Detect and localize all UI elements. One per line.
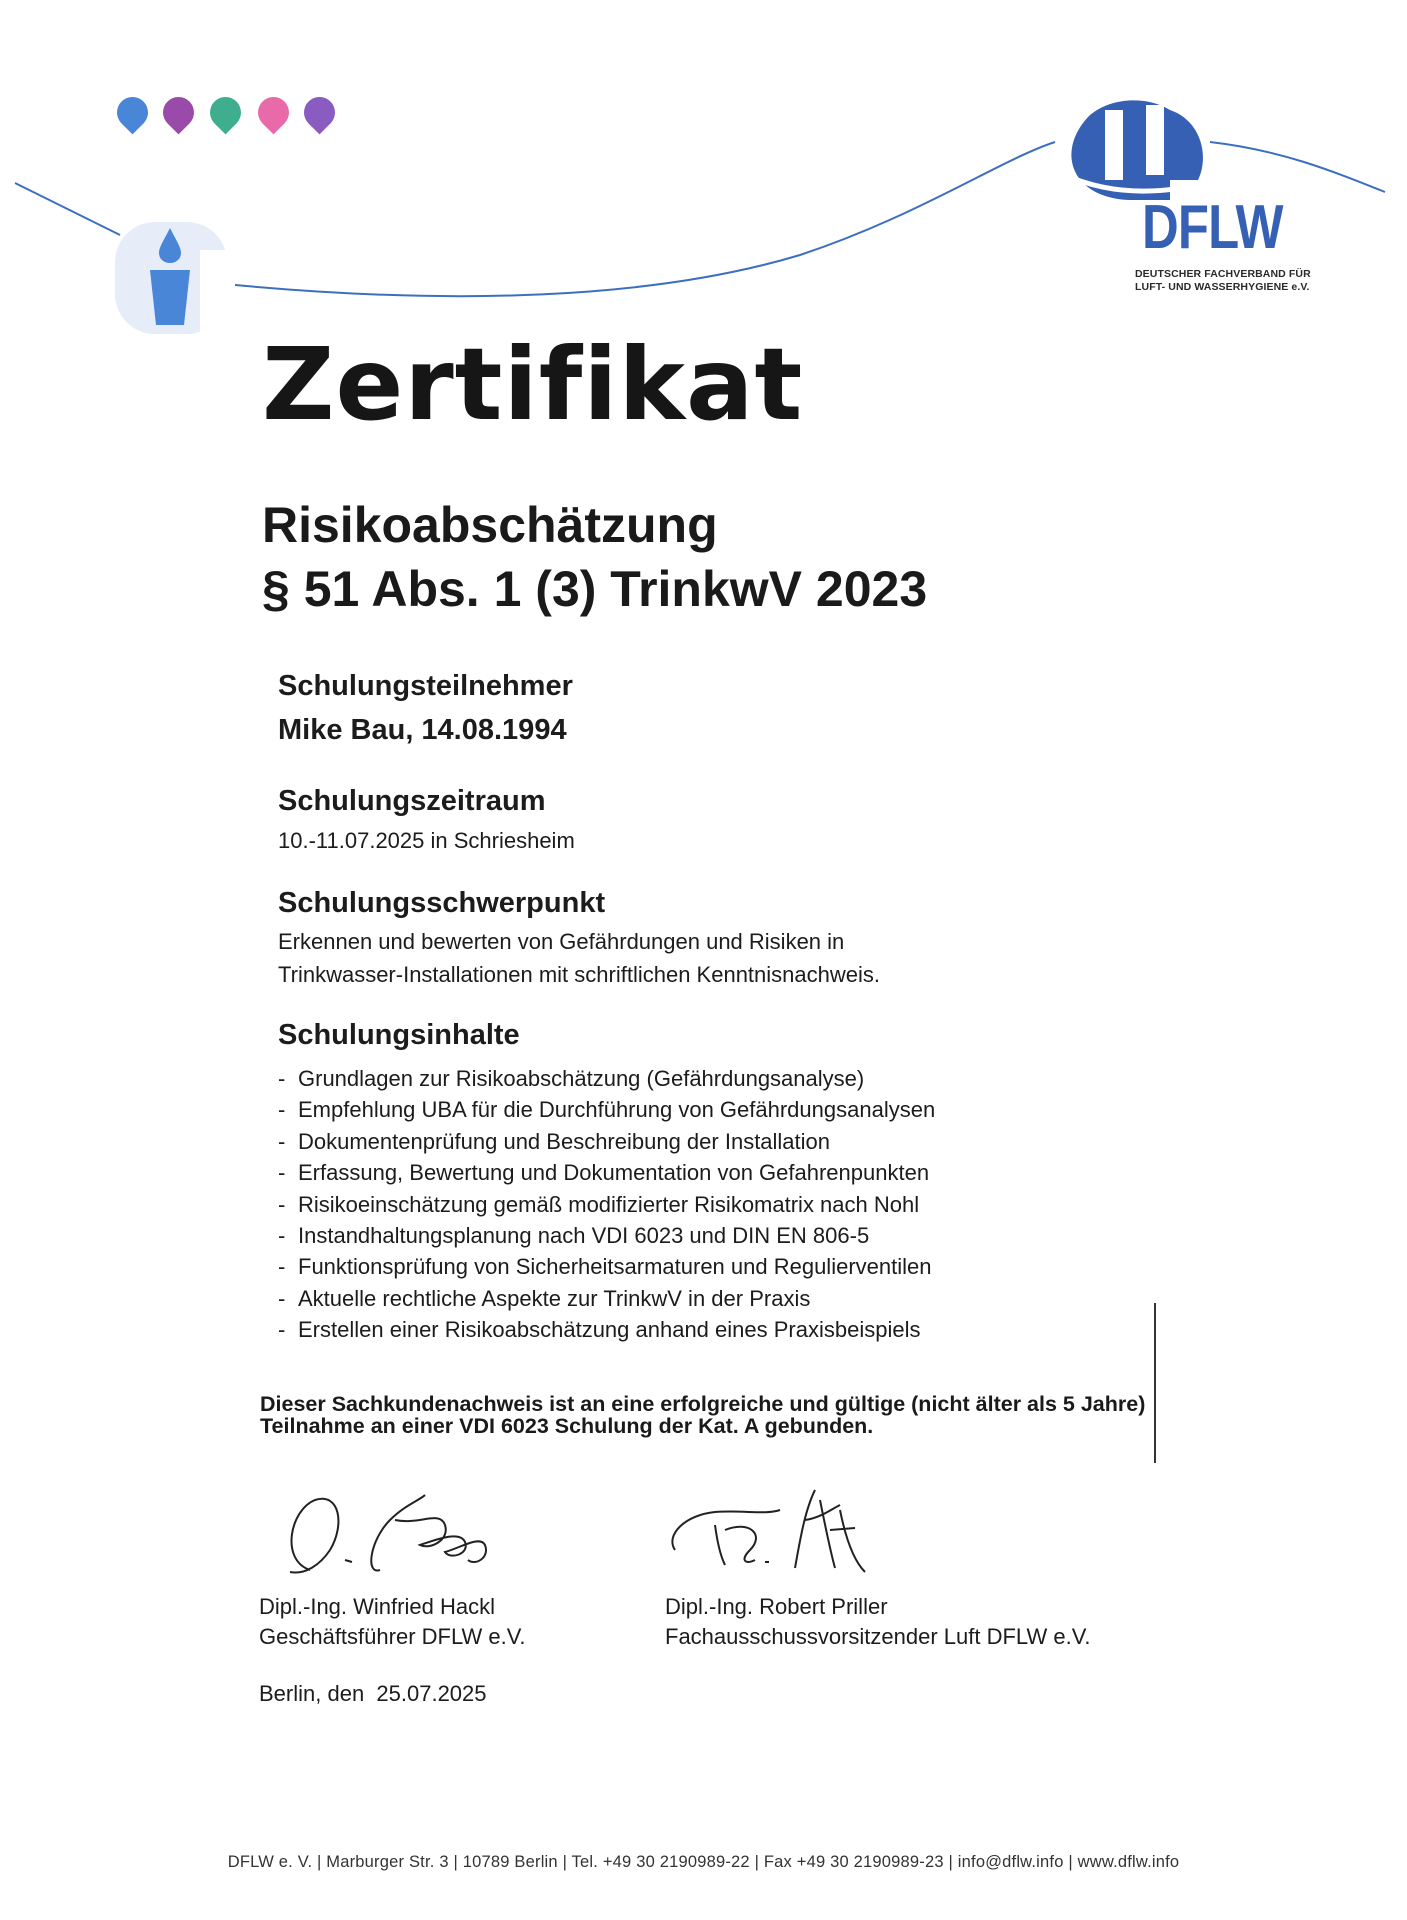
participant-value: Mike Bau, 14.08.1994 <box>278 714 567 746</box>
dflw-logo-subtitle <box>1135 268 1311 294</box>
list-item: - Erstellen einer Risikoabschätzung anhand eines Praxisbeispiels <box>278 1317 921 1343</box>
footer-contact: DFLW e. V. | Marburger Str. 3 | 10789 Berlin | Tel. +49 30 2190989-22 | Fax +49 30 2190989-23 | info@dflw.info | www.dflw.info <box>227 1853 1180 1871</box>
signatory1-block <box>259 1592 526 1652</box>
focus-heading: Schulungsschwerpunkt <box>278 887 606 919</box>
wave-line-left <box>15 183 120 235</box>
place-date: Berlin, den 25.07.2025 <box>259 1681 487 1706</box>
signatory2-name: Dipl.-Ing. Robert Priller <box>665 1594 888 1619</box>
list-item-text: Erfassung, Bewertung und Dokumentation von Gefahrenpunkten <box>298 1160 930 1186</box>
list-item: - Aktuelle rechtliche Aspekte zur TrinkwV in der Praxis <box>278 1285 811 1311</box>
dflw-logo-subtitle-line1: DEUTSCHER FACHVERBAND FÜR <box>1135 268 1311 280</box>
certificate-subtitle-line2: § 51 Abs. 1 (3) TrinkwV 2023 <box>262 561 928 617</box>
list-item: - Funktionsprüfung von Sicherheitsarmaturen und Regulierventilen <box>278 1254 932 1280</box>
signatory1-role: Geschäftsführer DFLW e.V. <box>259 1624 526 1649</box>
dflw-logo-subtitle-line2: LUFT- UND WASSERHYGIENE e.V. <box>1135 281 1310 293</box>
list-item-text: Instandhaltungsplanung nach VDI 6023 und DIN EN 806-5 <box>298 1222 870 1248</box>
vertical-divider-line <box>1154 1303 1156 1463</box>
contents-heading: Schulungsinhalte <box>278 1019 520 1051</box>
list-item-text: Risikoeinschätzung gemäß modifizierter Risikomatrix nach Nohl <box>298 1191 920 1217</box>
dflw-logo-letters: DFLW <box>1142 193 1283 262</box>
list-item-text: Funktionsprüfung von Sicherheitsarmaturen und Regulierventilen <box>298 1254 932 1280</box>
list-item-text: Grundlagen zur Risikoabschätzung (Gefährdungsanalyse) <box>298 1066 865 1091</box>
list-item-text: Dokumentenprüfung und Beschreibung der Installation <box>298 1128 831 1154</box>
period-value: 10.-11.07.2025 in Schriesheim <box>278 828 575 853</box>
signatory2-role: Fachausschussvorsitzender Luft DFLW e.V. <box>665 1624 1091 1649</box>
signature-priller <box>655 1480 895 1590</box>
list-item-text: Empfehlung UBA für die Durchführung von Gefährdungsanalysen <box>298 1097 936 1123</box>
list-item: - Instandhaltungsplanung nach VDI 6023 und DIN EN 806-5 <box>278 1222 870 1248</box>
focus-text-line2: Trinkwasser-Installationen mit schriftlichen Kenntnisnachweis. <box>278 962 880 987</box>
participant-heading: Schulungsteilnehmer <box>278 670 573 702</box>
list-item: - Grundlagen zur Risikoabschätzung (Gefährdungsanalyse) <box>278 1066 865 1091</box>
list-item: - Empfehlung UBA für die Durchführung von Gefährdungsanalysen <box>278 1097 936 1123</box>
validity-note-line1: Dieser Sachkundenachweis ist an eine erfolgreiche und gültige (nicht älter als 5 Jahre) <box>260 1392 1146 1416</box>
validity-note-line2: Teilnahme an einer VDI 6023 Schulung der Kat. A gebunden. <box>260 1414 874 1438</box>
list-item-text: Erstellen einer Risikoabschätzung anhand eines Praxisbeispiels <box>298 1317 921 1343</box>
certificate-title: Zertifikat <box>262 326 804 443</box>
signature-hackl <box>270 1480 510 1590</box>
dflw-logo <box>1050 100 1340 300</box>
wave-line-main <box>235 142 1055 296</box>
signatory2-block <box>665 1592 1091 1652</box>
list-item: - Dokumentenprüfung und Beschreibung der Installation <box>278 1128 831 1154</box>
period-heading: Schulungszeitraum <box>278 785 546 817</box>
list-item: - Risikoeinschätzung gemäß modifizierter Risikomatrix nach Nohl <box>278 1191 920 1217</box>
certificate-subtitle-line1: Risikoabschätzung <box>262 497 718 553</box>
list-item-text: Aktuelle rechtliche Aspekte zur TrinkwV in der Praxis <box>298 1285 811 1311</box>
contents-list <box>278 1063 935 1346</box>
water-glass-icon <box>115 222 230 336</box>
focus-text-line1: Erkennen und bewerten von Gefährdungen und Risiken in <box>278 929 845 954</box>
signatory1-name: Dipl.-Ing. Winfried Hackl <box>259 1594 495 1619</box>
validity-note <box>260 1393 1260 1437</box>
list-item: - Erfassung, Bewertung und Dokumentation von Gefahrenpunkten <box>278 1160 930 1186</box>
